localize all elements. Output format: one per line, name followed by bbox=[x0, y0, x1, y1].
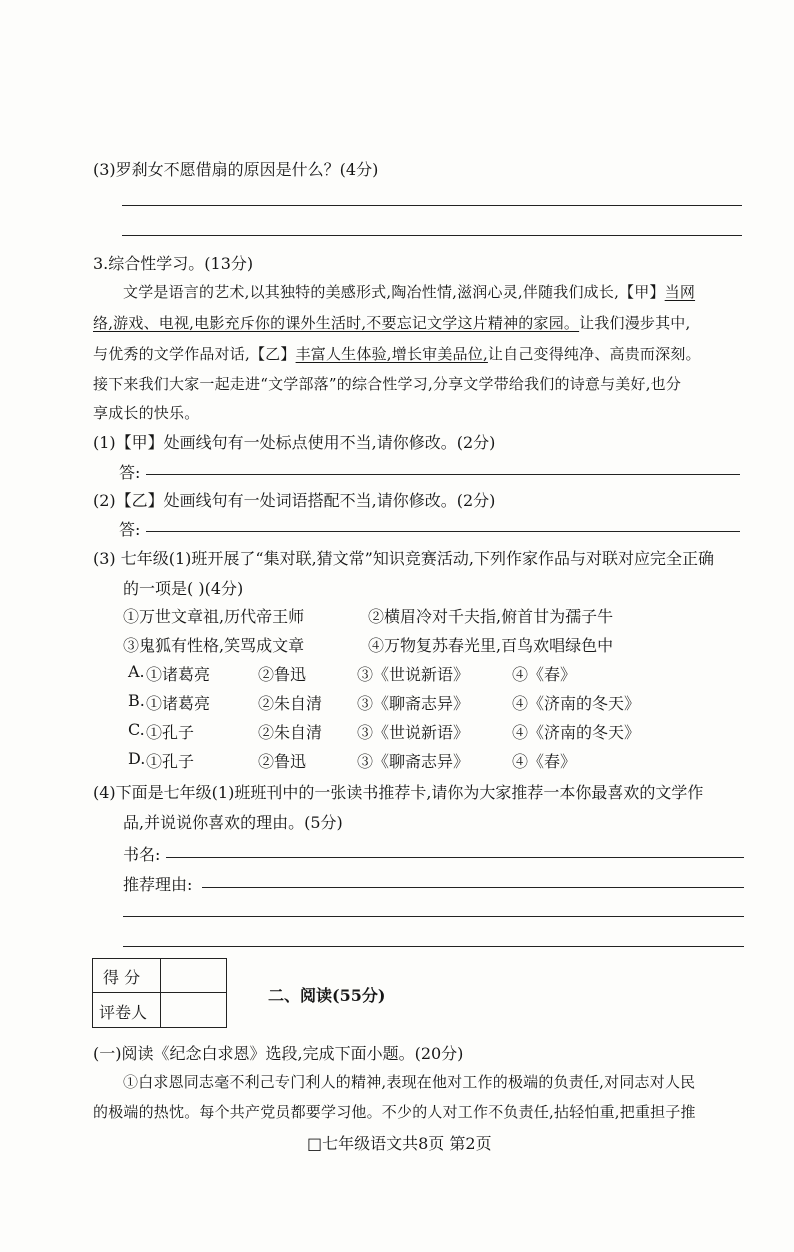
option-cell: ②朱自清 bbox=[258, 723, 323, 742]
answer-line bbox=[122, 205, 742, 206]
answer-line bbox=[202, 887, 744, 888]
answer-label: 答: bbox=[119, 463, 141, 482]
answer-line bbox=[166, 857, 744, 858]
reading-paragraph-line-2: 的极端的热忱。每个共产党员都要学习他。不少的人对工作不负责任,拈轻怕重,把重担子推 bbox=[93, 1103, 696, 1121]
passage-text: 文学是语言的艺术,以其独特的美感形式,陶冶性情,滋润心灵,伴随我们成长,【甲】 bbox=[123, 283, 665, 301]
option-cell: ④《春》 bbox=[512, 665, 577, 684]
answer-line bbox=[123, 946, 744, 947]
question-3-1: (1)【甲】处画线句有一处标点使用不当,请你修改。(2分) bbox=[93, 433, 496, 452]
option-cell: ①诸葛亮 bbox=[146, 665, 211, 684]
passage-line-3 bbox=[93, 343, 701, 364]
score-label: 得 分 bbox=[103, 968, 141, 987]
option-cell: ①诸葛亮 bbox=[146, 694, 211, 713]
underlined-sentence-yi: 丰富人生体验,增长审美品位, bbox=[295, 345, 488, 363]
passage-line-4: 接下来我们大家一起走进“文学部落”的综合性学习,分享文学带给我们的诗意与美好,也分 bbox=[93, 375, 682, 393]
answer-line bbox=[146, 474, 740, 475]
option-cell: ④《济南的冬天》 bbox=[512, 723, 641, 742]
option-cell: ②朱自清 bbox=[258, 694, 323, 713]
option-cell: ②鲁迅 bbox=[258, 752, 307, 771]
reading-sub-heading: (一)阅读《纪念白求恩》选段,完成下面小题。(20分) bbox=[93, 1044, 464, 1063]
score-box bbox=[92, 958, 227, 1028]
underlined-sentence-jia: 当网 bbox=[664, 283, 696, 301]
option-cell: ③《聊斋志异》 bbox=[357, 752, 470, 771]
option-letter: C. bbox=[128, 720, 145, 739]
section3-heading: 3.综合性学习。(13分) bbox=[93, 254, 254, 273]
option-letter: D. bbox=[128, 749, 146, 768]
page-footer: □七年级语文共8页 第2页 bbox=[307, 1134, 492, 1153]
passage-line-2 bbox=[93, 312, 690, 333]
grader-label: 评卷人 bbox=[99, 1003, 148, 1022]
question-3-3-line1: (3) 七年级(1)班开展了“集对联,猜文常”知识竞赛活动,下列作家作品与对联对应完全正确 bbox=[93, 549, 714, 568]
couplet-3: ③鬼狐有性格,笑骂成文章 bbox=[123, 636, 305, 655]
passage-text: 让我们漫步其中, bbox=[579, 314, 691, 332]
option-cell: ③《世说新语》 bbox=[357, 665, 470, 684]
option-letter: A. bbox=[128, 662, 145, 681]
couplet-1: ①万世文章祖,历代帝王师 bbox=[123, 607, 305, 626]
answer-label: 答: bbox=[119, 520, 141, 539]
option-cell: ②鲁迅 bbox=[258, 665, 307, 684]
option-cell: ④《济南的冬天》 bbox=[512, 694, 641, 713]
couplet-4: ④万物复苏春光里,百鸟欢唱绿色中 bbox=[368, 636, 614, 655]
question-3-3-line2: 的一项是( )(4分) bbox=[123, 579, 244, 598]
question-3-4-line1: (4)下面是七年级(1)班班刊中的一张读书推荐卡,请你为大家推荐一本你最喜欢的文学作 bbox=[93, 783, 704, 802]
answer-line bbox=[122, 235, 742, 236]
option-cell: ③《世说新语》 bbox=[357, 723, 470, 742]
option-cell: ③《聊斋志异》 bbox=[357, 694, 470, 713]
option-cell: ④《春》 bbox=[512, 752, 577, 771]
couplet-2: ②横眉冷对千夫指,俯首甘为孺子牛 bbox=[368, 607, 614, 626]
question-3-4-line2: 品,并说说你喜欢的理由。(5分) bbox=[123, 813, 343, 832]
underlined-sentence-jia: 络,游戏、电视,电影充斥你的课外生活时,不要忘记文学这片精神的家园。 bbox=[93, 314, 580, 332]
book-label: 书名: bbox=[123, 845, 161, 864]
passage-text: 与优秀的文学作品对话,【乙】 bbox=[93, 345, 296, 363]
option-letter: B. bbox=[128, 691, 145, 710]
passage-line-1 bbox=[123, 281, 695, 302]
part2-heading: 二、阅读(55分) bbox=[268, 986, 386, 1005]
passage-line-5: 享成长的快乐。 bbox=[93, 404, 200, 422]
option-cell: ①孔子 bbox=[146, 723, 195, 742]
question-2-3: (3)罗刹女不愿借扇的原因是什么？(4分) bbox=[93, 160, 379, 179]
question-3-2: (2)【乙】处画线句有一处词语搭配不当,请你修改。(2分) bbox=[93, 491, 496, 510]
answer-line bbox=[123, 916, 744, 917]
passage-text: 让自己变得纯净、高贵而深刻。 bbox=[487, 345, 701, 363]
option-cell: ①孔子 bbox=[146, 752, 195, 771]
answer-line bbox=[146, 531, 740, 532]
reading-paragraph-line-1: ①白求恩同志毫不利己专门利人的精神,表现在他对工作的极端的负责任,对同志对人民 bbox=[123, 1073, 696, 1091]
reason-label: 推荐理由: bbox=[123, 875, 193, 894]
